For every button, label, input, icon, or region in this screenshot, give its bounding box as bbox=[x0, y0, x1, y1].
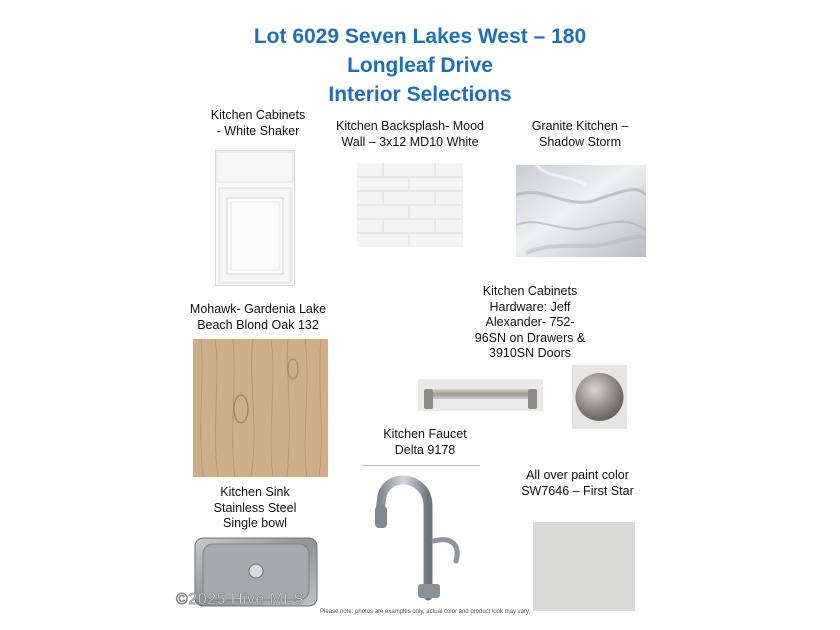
caption-line: Beach Blond Oak 132 bbox=[197, 317, 319, 332]
caption-line: Alexander- 752- bbox=[485, 315, 575, 329]
caption-line: Mohawk- Gardenia Lake bbox=[189, 302, 327, 316]
sink-caption bbox=[190, 485, 320, 532]
caption-line: Wall – 3x12 MD10 White bbox=[341, 134, 479, 149]
backsplash-tile-image bbox=[357, 163, 463, 247]
caption-line: Shadow Storm bbox=[539, 134, 621, 149]
caption-line: 96SN on Drawers & bbox=[474, 330, 586, 345]
cabinet-door-image bbox=[215, 150, 295, 286]
caption-line: Hardware: Jeff bbox=[489, 299, 571, 314]
caption-line: 3910SN Doors bbox=[489, 346, 571, 360]
caption-line: SW7646 – First Star bbox=[521, 483, 634, 498]
cabinets-caption bbox=[188, 108, 328, 139]
watermark: ©2025 Hive MLS bbox=[176, 591, 305, 608]
granite-image bbox=[516, 165, 646, 257]
drawer-pull-image bbox=[418, 379, 543, 411]
caption-line: Kitchen Faucet bbox=[383, 427, 467, 441]
door-knob-image bbox=[572, 365, 627, 429]
caption-line: Kitchen Backsplash- Mood bbox=[336, 119, 484, 133]
paint-caption bbox=[510, 468, 645, 499]
paint-swatch bbox=[533, 522, 635, 611]
wood-floor-image bbox=[193, 339, 328, 477]
caption-line: Kitchen Cabinets bbox=[482, 284, 578, 298]
backsplash-caption bbox=[330, 119, 490, 150]
caption-line: Single bowl bbox=[223, 516, 287, 530]
page-title bbox=[0, 22, 840, 109]
title-line-2: Longleaf Drive bbox=[347, 54, 493, 77]
hardware-caption bbox=[455, 284, 605, 362]
faucet-image bbox=[368, 466, 473, 601]
caption-line: Kitchen Sink bbox=[220, 485, 290, 499]
caption-line: Kitchen Cabinets bbox=[210, 108, 306, 122]
caption-line: Delta 9178 bbox=[394, 442, 456, 457]
caption-line: Granite Kitchen – bbox=[531, 119, 629, 133]
title-line-3: Interior Selections bbox=[328, 83, 512, 106]
title-line-1: Lot 6029 Seven Lakes West – 180 bbox=[253, 25, 587, 48]
faucet-caption bbox=[360, 427, 490, 458]
caption-line: All over paint color bbox=[526, 468, 629, 482]
caption-line: Stainless Steel bbox=[213, 500, 297, 515]
caption-line: - White Shaker bbox=[216, 123, 300, 138]
disclaimer-note: Please note: photos are examples only, actual color and product look may vary. bbox=[320, 609, 531, 615]
flooring-caption bbox=[183, 302, 333, 333]
granite-caption bbox=[505, 119, 655, 150]
